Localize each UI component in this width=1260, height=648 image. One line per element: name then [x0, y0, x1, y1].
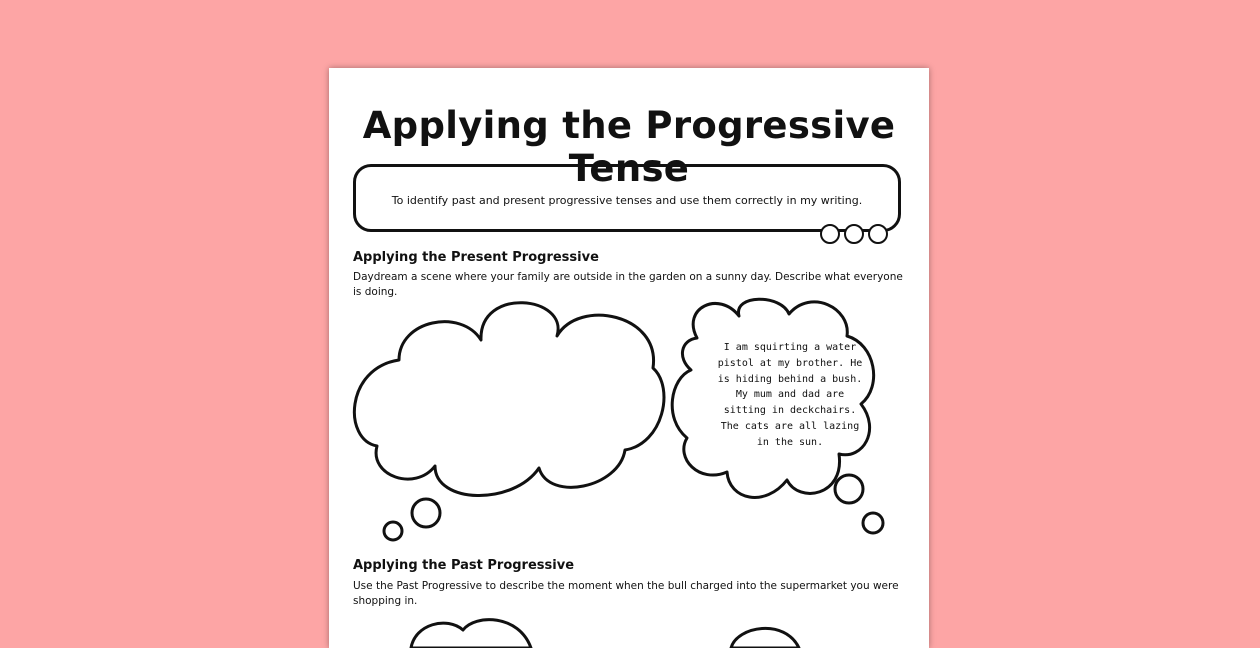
worksheet-title: Applying the Progressive Tense	[362, 104, 896, 190]
thought-bubble-dot	[384, 522, 402, 540]
objective-text: To identify past and present progressive tenses and use them correctly in my writing.	[391, 194, 863, 207]
past-progressive-instruction	[353, 579, 913, 609]
past-progressive-heading: Applying the Past Progressive	[353, 558, 575, 573]
example-thought-text: I am squirting a water pistol at my brother. He is hiding behind a bush. My mum and dad are sitting in deckchairs. The cats are all lazing in the sun.	[717, 342, 863, 448]
past-progressive-instruction-line: Use the Past Progressive to describe the moment when the bull charged into the supermarket you were	[353, 580, 899, 592]
thought-bubble-dot	[863, 513, 883, 533]
empty-thought-cloud	[354, 303, 664, 496]
past-progressive-instruction-line: shopping in.	[353, 595, 418, 607]
empty-thought-cloud	[731, 628, 799, 648]
present-progressive-instruction-line: is doing.	[353, 286, 398, 298]
empty-thought-cloud	[411, 620, 531, 648]
thought-bubble-dot	[835, 475, 863, 503]
thought-bubble-dot	[412, 499, 440, 527]
worksheet-page	[329, 68, 929, 648]
present-progressive-instruction-line: Daydream a scene where your family are outside in the garden on a sunny day. Describe what everyone	[353, 271, 903, 283]
present-progressive-heading: Applying the Present Progressive	[353, 250, 599, 265]
